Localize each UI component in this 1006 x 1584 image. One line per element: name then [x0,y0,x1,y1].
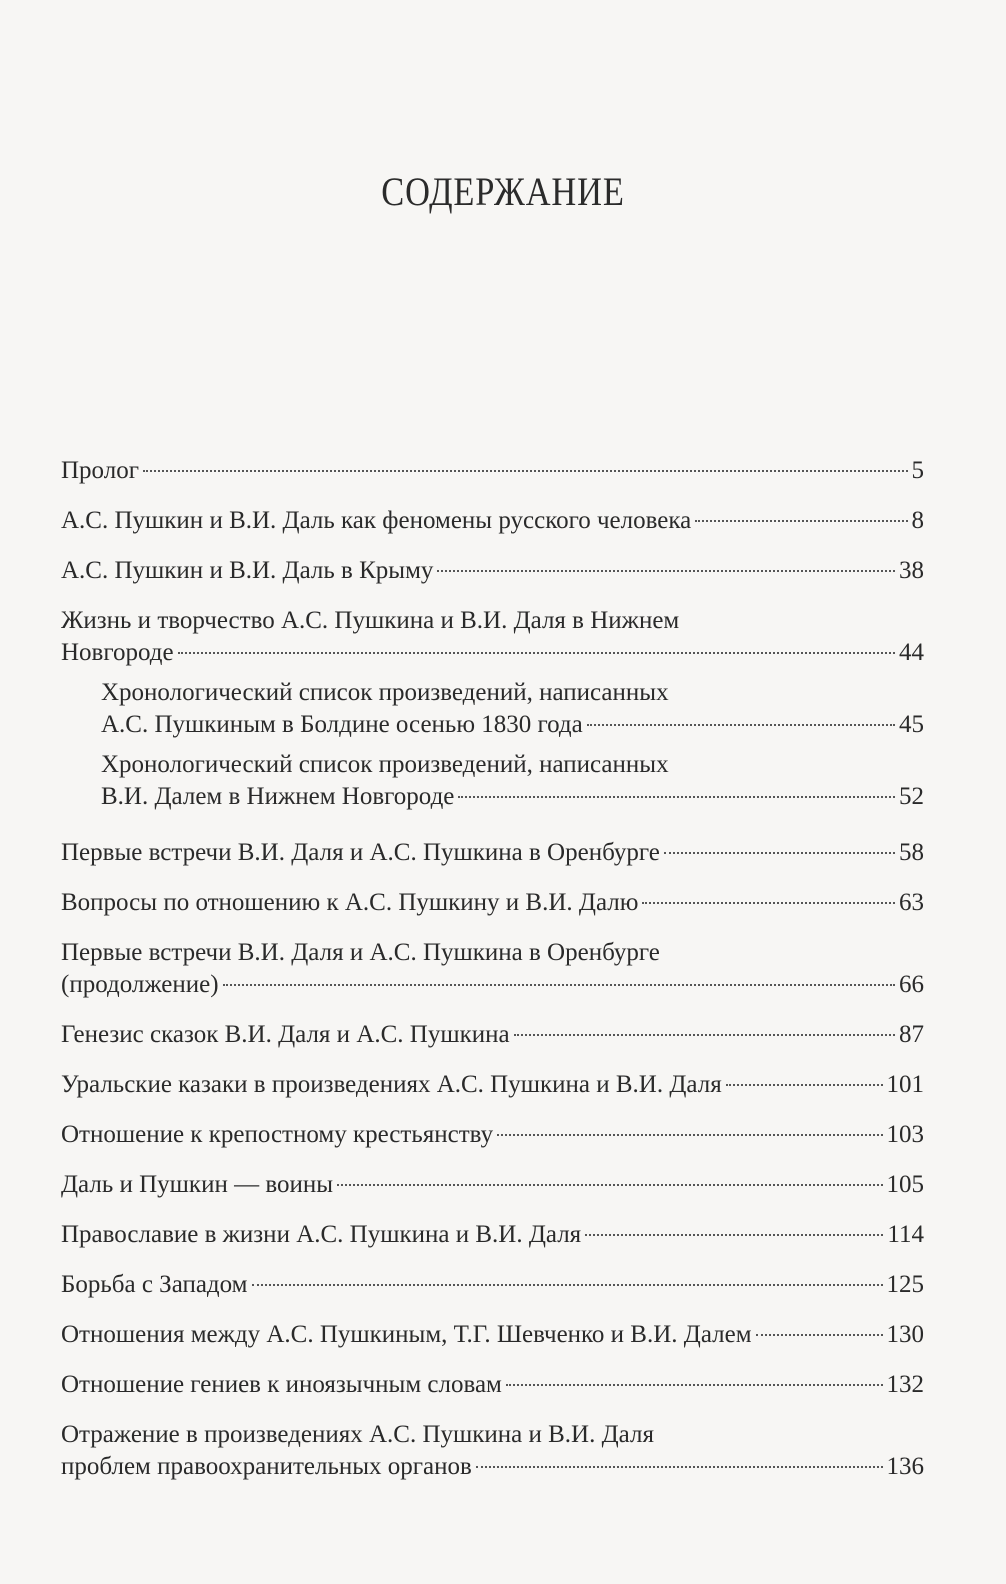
toc-entry-title: проблем правоохранительных органов [61,1453,472,1480]
dot-leader [476,1466,883,1468]
toc-entry-line [61,1019,924,1051]
toc-page-number: 38 [899,557,924,584]
toc-entry-line [61,1119,924,1151]
dot-leader [664,852,895,854]
toc-entry-line [61,505,924,537]
toc-page-number: 44 [899,639,924,666]
toc-entry [61,605,924,669]
toc-entry-title: Пролог [61,457,139,484]
toc-entry-line [61,1169,924,1201]
toc-page-number: 45 [899,711,924,738]
dot-leader [514,1034,895,1036]
dot-leader [585,1234,883,1236]
toc-page-number: 130 [886,1321,924,1348]
toc-entry-title: Новгороде [61,639,174,666]
toc-entry-line [61,1219,924,1251]
dot-leader [695,520,907,522]
dot-leader [756,1334,883,1336]
toc-entry-title: Православие в жизни А.С. Пушкина и В.И. Даля [61,1221,582,1248]
toc-page-number: 125 [886,1271,924,1298]
toc-entry [61,1419,924,1483]
toc-entry-line [61,455,924,487]
toc-entry [61,555,924,587]
toc-page-number: 63 [899,889,924,916]
toc-page-number: 8 [911,507,924,534]
toc-entry-title: Борьба с Западом [61,1271,248,1298]
toc-entry [61,1069,924,1101]
dot-leader [178,652,895,654]
toc-entry-title-line: Жизнь и творчество А.С. Пушкина и В.И. Даля в Нижнем [61,607,680,634]
toc-entry-title-line: Хронологический список произведений, написанных [101,679,669,706]
toc-entry-line [101,709,924,741]
toc-entry [61,1169,924,1201]
dot-leader [726,1084,883,1086]
toc-entry-title-line: Хронологический список произведений, написанных [101,751,669,778]
toc-entry-line [61,1369,924,1401]
toc-page-number: 105 [886,1171,924,1198]
toc-entry-title: А.С. Пушкин и В.И. Даль как феномены русского человека [61,507,692,534]
toc-entry-title-line: Отражение в произведениях А.С. Пушкина и В.И. Даля [61,1421,654,1448]
toc-entry-line [61,837,924,869]
toc-entry-title: Отношение к крепостному крестьянству [61,1121,494,1148]
toc-entry-line [61,1069,924,1101]
toc-entry [61,505,924,537]
toc-entry [61,1019,924,1051]
toc-entry-line [61,969,924,1001]
toc-page-number: 5 [911,457,924,484]
toc-page-number: 52 [899,783,924,810]
toc-entry-title: Отношения между А.С. Пушкиным, Т.Г. Шевченко и В.И. Далем [61,1321,752,1348]
toc-entry-title: Уральские казаки в произведениях А.С. Пушкина и В.И. Даля [61,1071,722,1098]
dot-leader [587,724,895,726]
toc-entry-line [61,1319,924,1351]
dot-leader [506,1384,883,1386]
toc-page-number: 103 [886,1121,924,1148]
dot-leader [642,902,895,904]
toc-entry [61,677,924,741]
toc-entry-title: В.И. Далем в Нижнем Новгороде [101,783,455,810]
toc-entry [61,749,924,813]
toc-entry-title: Первые встречи В.И. Даля и А.С. Пушкина в Оренбурге [61,839,660,866]
toc-entry-line [61,887,924,919]
dot-leader [223,984,895,986]
toc-entry-line [101,781,924,813]
toc-page-number: 58 [899,839,924,866]
dot-leader [497,1134,882,1136]
toc-entry-title: Отношение гениев к иноязычным словам [61,1371,502,1398]
toc-entry [61,837,924,869]
page-title: СОДЕРЖАНИЕ [381,169,625,214]
toc-page-number: 101 [886,1071,924,1098]
dot-leader [337,1184,882,1186]
toc-entry [61,1219,924,1251]
toc-page-number: 132 [886,1371,924,1398]
toc-entry-title: А.С. Пушкин и В.И. Даль в Крыму [61,557,434,584]
toc-entry-line [61,637,924,669]
toc-page-number: 66 [899,971,924,998]
toc-entry-title: Вопросы по отношению к А.С. Пушкину и В.И. Далю [61,889,639,916]
dot-leader [252,1284,883,1286]
toc-entry [61,887,924,919]
toc-entry-title: А.С. Пушкиным в Болдине осенью 1830 года [101,711,583,738]
dot-leader [437,570,895,572]
toc-entry-line [61,555,924,587]
toc-entry [61,455,924,487]
dot-leader [458,796,895,798]
toc-page-number: 136 [886,1453,924,1480]
toc-entry-line [61,1269,924,1301]
toc-page-number: 114 [887,1221,924,1248]
toc-entry-title: Даль и Пушкин — воины [61,1171,334,1198]
toc-entry [61,937,924,1001]
toc-entry [61,1269,924,1301]
toc-entry-line [61,1451,924,1483]
toc-entry-title-line: Первые встречи В.И. Даля и А.С. Пушкина в Оренбурге [61,939,660,966]
toc-page-number: 87 [899,1021,924,1048]
toc-entry [61,1369,924,1401]
toc-entry-title: (продолжение) [61,971,219,998]
toc-entry [61,1319,924,1351]
toc-entry-title: Генезис сказок В.И. Даля и А.С. Пушкина [61,1021,510,1048]
dot-leader [143,470,908,472]
toc-entry [61,1119,924,1151]
